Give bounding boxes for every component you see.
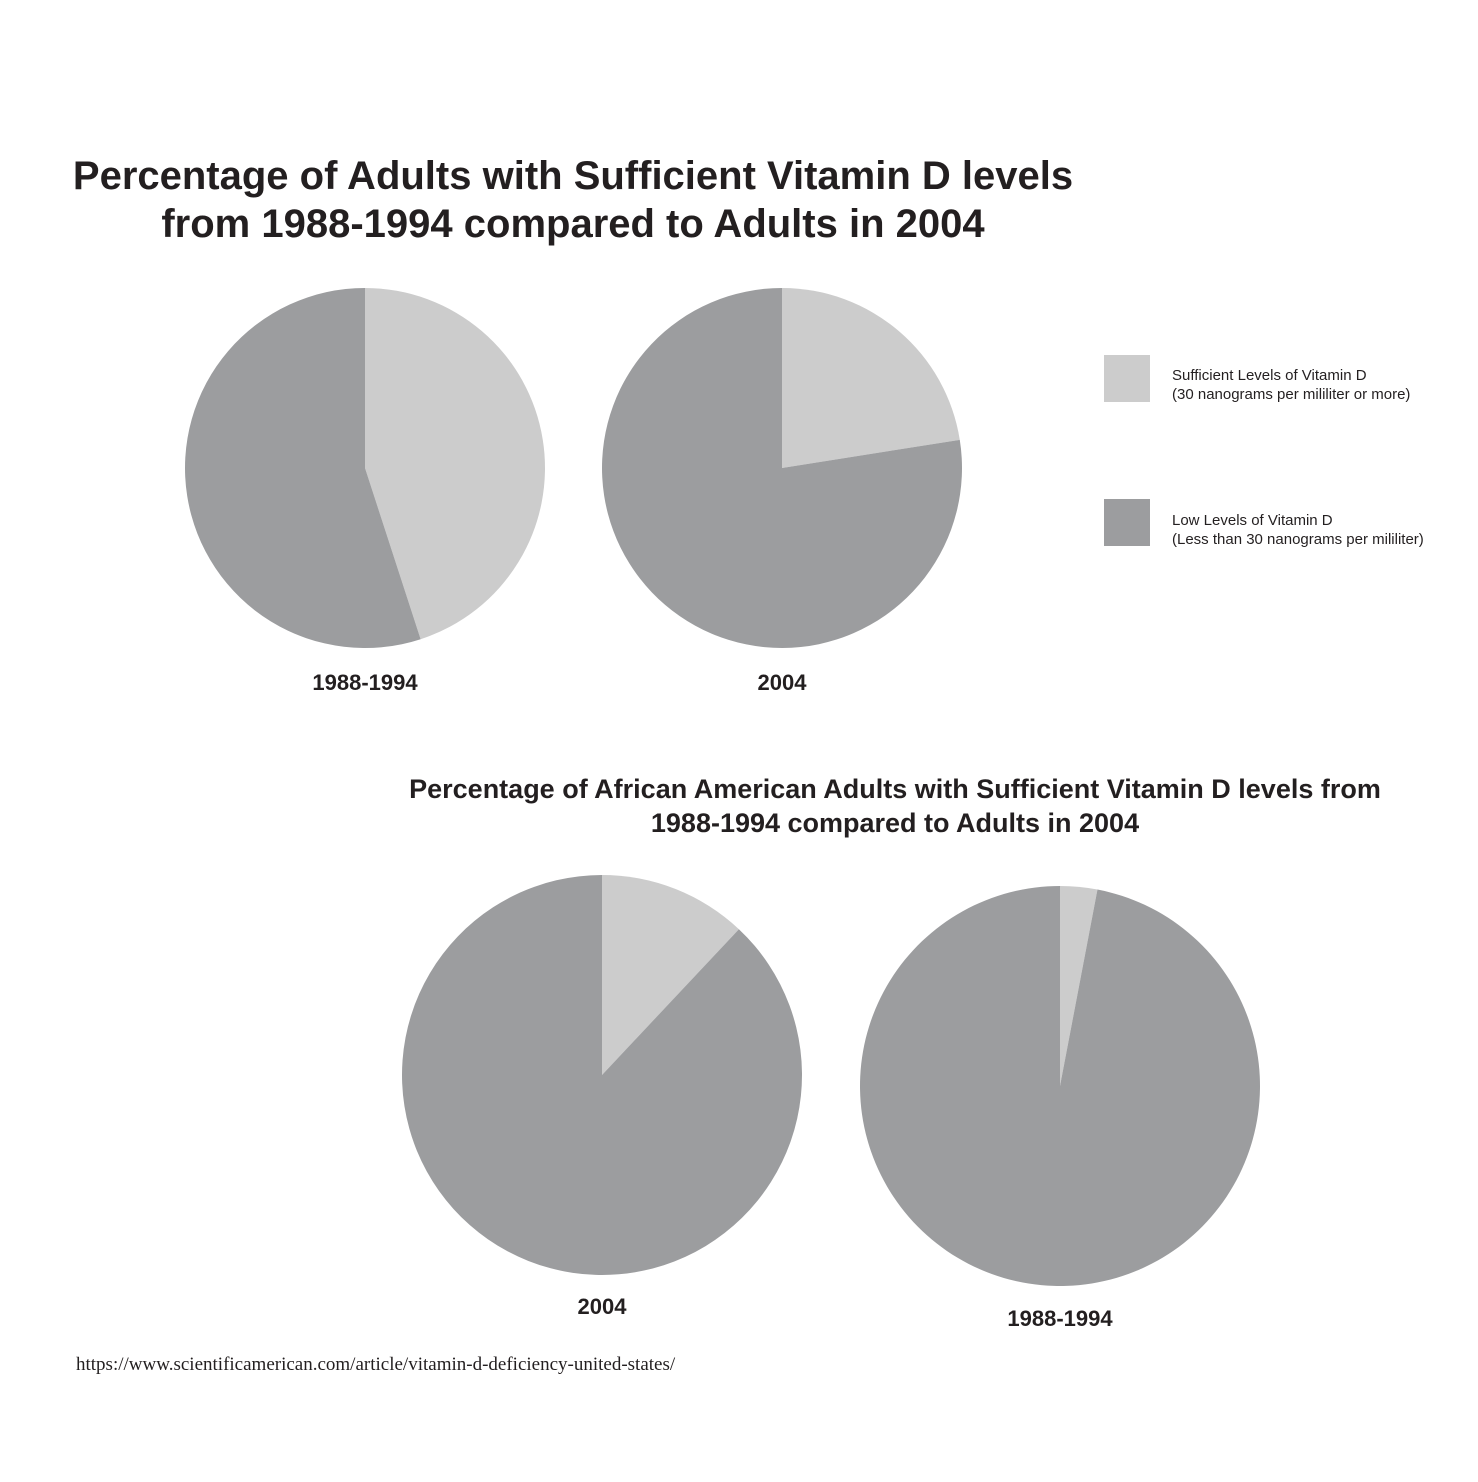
pie-african-american-1988-1994	[859, 885, 1261, 1287]
pie-adults-2004	[601, 287, 963, 649]
legend-sufficient-line2: (30 nanograms per mililiter or more)	[1172, 386, 1411, 403]
pie-label-african-american-1988-1994: 1988-1994	[1007, 1306, 1113, 1331]
chart-title-african-american-line1: Percentage of African American Adults with Sufficient Vitamin D levels from	[409, 774, 1381, 804]
legend-low-line1: Low Levels of Vitamin D	[1172, 512, 1333, 529]
pie-adults-1988-1994	[184, 287, 546, 649]
chart-title-adults-line1: Percentage of Adults with Sufficient Vitamin D levels	[72, 154, 1074, 198]
pie-slice-low	[860, 886, 1260, 1286]
chart-title-adults	[40, 152, 1106, 248]
pie-label-african-american-2004: 2004	[577, 1294, 627, 1319]
pie-slice-low	[402, 875, 802, 1275]
legend-low-line2: (Less than 30 nanograms per mililiter)	[1172, 531, 1424, 548]
chart-title-african-american-line2: 1988-1994 compared to Adults in 2004	[650, 808, 1140, 838]
legend-entry-sufficient	[1172, 366, 1410, 404]
legend-entry-low	[1172, 511, 1424, 549]
legend-swatch-low	[1104, 499, 1150, 546]
pie-slice-sufficient	[782, 288, 960, 468]
pie-label-adults-1988-1994: 1988-1994	[312, 670, 418, 695]
pie-label-adults-2004: 2004	[757, 670, 807, 695]
legend-swatch-sufficient	[1104, 355, 1150, 402]
chart-title-adults-line2: from 1988-1994 compared to Adults in 2004	[161, 202, 985, 246]
pie-african-american-2004	[401, 874, 803, 1276]
legend-sufficient-line1: Sufficient Levels of Vitamin D	[1172, 367, 1367, 384]
source-url: https://www.scientificamerican.com/article/vitamin-d-deficiency-united-states/	[76, 1354, 676, 1375]
chart-title-african-american	[370, 772, 1420, 840]
